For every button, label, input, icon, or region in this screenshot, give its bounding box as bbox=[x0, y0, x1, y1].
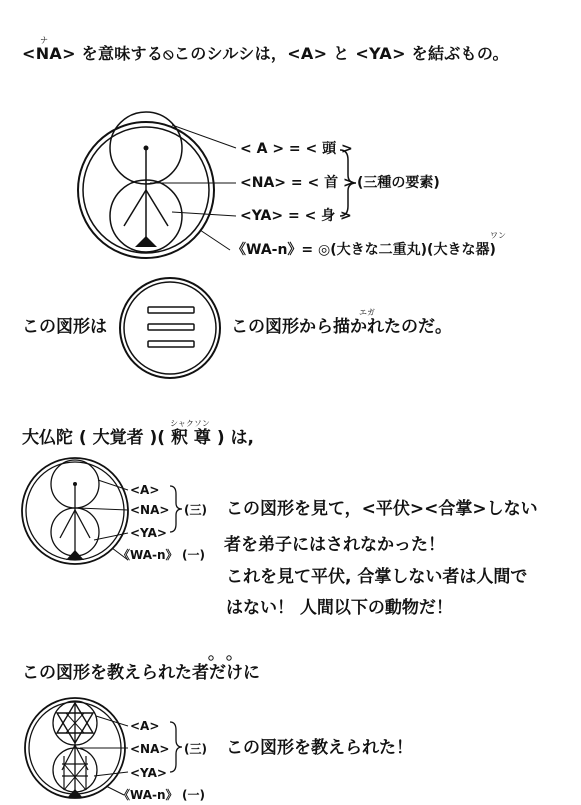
label-ya-body: <YA> = < 身 > bbox=[240, 208, 352, 224]
figure-suffix: この図形から描かれたのだ。 bbox=[231, 317, 452, 337]
s4-label-na: <NA> bbox=[130, 742, 170, 756]
figure-prefix: この図形は bbox=[22, 317, 107, 337]
s3-text-line-1: この図形を見て，<平伏><合掌>しない bbox=[226, 499, 538, 519]
ruby-na: ナ bbox=[40, 36, 48, 45]
s3-label-na: <NA> bbox=[130, 503, 170, 517]
s4-label-ya: <YA> bbox=[130, 766, 167, 780]
s4-label-wan: 《WA-n》 bbox=[118, 788, 178, 802]
s3-label-ya: <YA> bbox=[130, 526, 167, 540]
s4-text: この図形を教えられた！ bbox=[226, 738, 413, 758]
three-elements-label: (三種の要素) bbox=[357, 175, 440, 191]
ruby-shakuson: シャクソン bbox=[170, 419, 210, 428]
ruby-wan: ワン bbox=[490, 231, 506, 240]
ruby-ega: エガ bbox=[359, 308, 375, 317]
s3-text-line-4: はない！ 人間以下の動物だ！ bbox=[226, 598, 453, 618]
section3-title: 大仏陀 ( 大覚者 )( 釈 尊 ) は, bbox=[22, 428, 254, 448]
label-na-neck: <NA> = < 首 > bbox=[240, 175, 355, 191]
s3-text-line-2: 者を弟子にはされなかった！ bbox=[224, 535, 445, 555]
wan-definition: 《WA-n》= ◎(大きな二重丸)(大きな器) bbox=[232, 242, 496, 258]
s3-san: (三) bbox=[184, 503, 207, 517]
label-a-head: < A > = < 頭 > bbox=[240, 141, 353, 157]
s4-san: (三) bbox=[184, 742, 207, 756]
s3-label-wan: 《WA-n》 bbox=[118, 548, 178, 562]
s4-label-a: <A> bbox=[130, 719, 160, 733]
s3-text-line-3: これを見て平伏, 合掌しない者は人間で bbox=[226, 567, 528, 587]
s3-label-a: <A> bbox=[130, 483, 160, 497]
intro-line: <NA> を意味する⦸このシルシは，<A> と <YA> を結ぶもの。 bbox=[22, 44, 509, 63]
s3-ichi: (一) bbox=[182, 548, 205, 562]
section4-title: この図形を教えられた者だけに bbox=[22, 663, 260, 683]
s4-ichi: (一) bbox=[182, 788, 205, 802]
